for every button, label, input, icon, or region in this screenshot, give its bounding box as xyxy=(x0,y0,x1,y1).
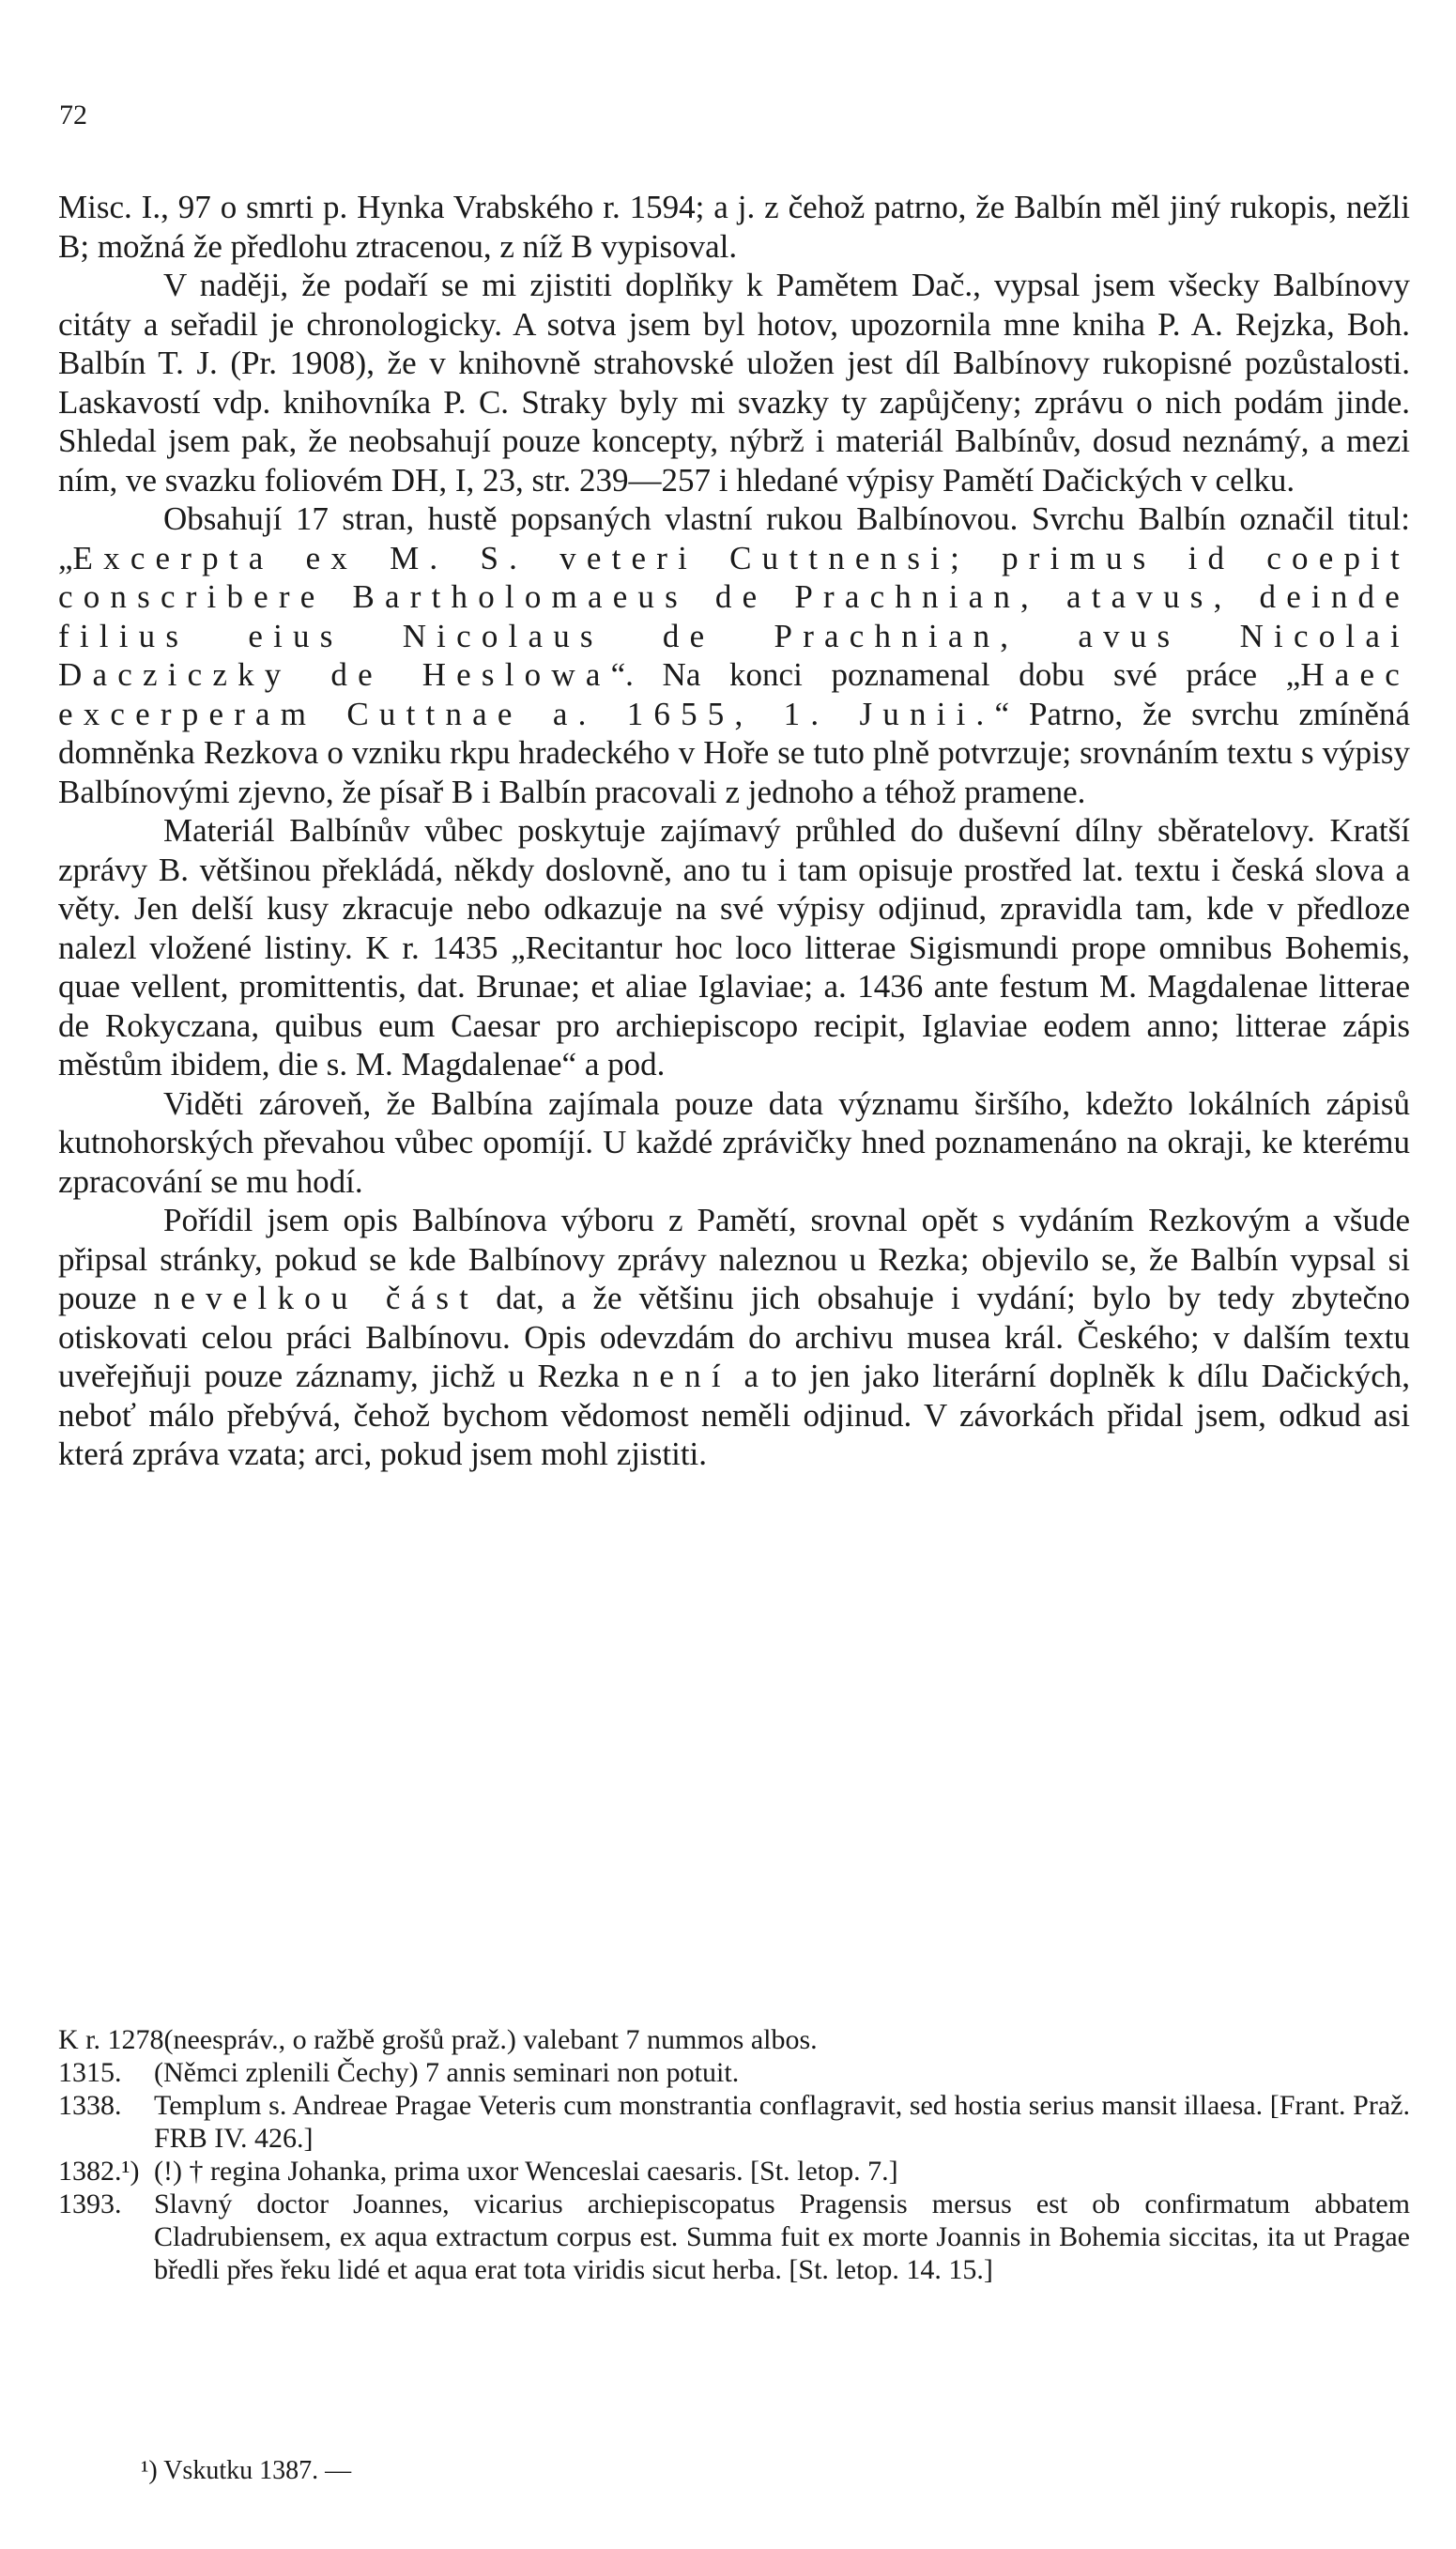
chronicle-entries xyxy=(58,2023,1410,2286)
paragraph-3 xyxy=(58,499,1410,811)
paragraph-6-text-after: a to jen jako literární doplněk k dílu Dačických, neboť málo přebývá, čehož bychom vědomost neměli odjinud. V závorkách přidal jsem, odkud asi která zpráva vzata; arci, pokud jsem mohl zjistiti. xyxy=(58,1358,1410,1472)
entry-year: 1382.¹) xyxy=(58,2156,140,2187)
spaced-latin-title: Excerpta ex M. S. veteri Cuttnensi; primus id coepit conscribere Bartholomaeus de Prachnian, atavus, deinde filius eius Nicolaus de Prachnian, avus Nicolai Dacziczky de Heslowa xyxy=(58,539,1410,693)
paragraph-3-text-before: Obsahují 17 stran, hustě popsaných vlastní rukou Balbínovou. Svrchu Balbín označil titul: „ xyxy=(58,500,1410,576)
entry-text: Templum s. Andreae Pragae Veteris cum monstrantia conflagravit, sed hostia serius mansit illaesa. [Frant. Praž. FRB IV. 426.] xyxy=(154,2090,1410,2154)
paragraph-1: Misc. I., 97 o smrti p. Hynka Vrabského r. 1594; a j. z čehož patrno, že Balbín měl jiný rukopis, nežli B; možná že předlohu ztracenou, z níž B vypisoval. xyxy=(58,189,1410,265)
entry-row xyxy=(58,2056,1410,2089)
paragraph-5: Viděti zároveň, že Balbína zajímala pouze data významu širšího, kdežto lokálních zápisů kutnohorských převahou vůbec opomíjí. U každé zprávičky hned poznamenáno na okraji, ke kterému zpracování se mu hodí. xyxy=(58,1084,1410,1200)
entry-row xyxy=(58,2155,1410,2188)
spaced-latin-date: Haec excerperam Cuttnae a. 1655, 1. Junii. xyxy=(58,656,1410,732)
page-number: 72 xyxy=(59,100,87,131)
paragraph-4: Materiál Balbínův vůbec poskytuje zajímavý průhled do duševní dílny sběratelovy. Kratší zprávy B. většinou překládá, někdy doslovně, ano tu i tam opisuje prostřed lat. textu i česká slova a věty. Jen delší kusy zkracuje nebo odkazuje na své výpisy odjinud, zpravidla tam, kde v předloze nalezl vložené listiny. K r. 1435 „Recitantur hoc loco litterae Sigismundi prope omnibus Bohemis, quae vellent, promittentis, dat. Brunae; et aliae Iglaviae; a. 1436 ante festum M. Magdalenae litterae de Rokyczana, quibus eum Caesar pro archiepiscopo recipit, Iglaviae eodem anno; litterae zápis městům ibidem, die s. M. Magdalenae“ a pod. xyxy=(58,812,1410,1083)
spaced-emphasis-2: není xyxy=(632,1358,731,1394)
entry-row xyxy=(58,2023,1410,2056)
entry-year: 1393. xyxy=(58,2188,122,2219)
paragraph-6 xyxy=(58,1201,1410,1474)
entry-text: (neespráv., o ražbě grošů praž.) valebant 7 nummos albos. xyxy=(163,2024,818,2055)
entry-row xyxy=(58,2089,1410,2155)
paragraph-2: V naději, že podaří se mi zjistiti doplňky k Pamětem Dač., vypsal jsem všecky Balbínovy citáty a seřadil je chronologicky. A sotva jsem byl hotov, upozornila mne kniha P. A. Rejzka, Boh. Balbín T. J. (Pr. 1908), že v knihovně strahovské uložen jest díl Balbínovy rukopisné pozůstalosti. Laskavostí vdp. knihovníka P. C. Straky byly mi svazky ty zapůjčeny; zprávu o nich podám jinde. Shledal jsem pak, že neobsahují pouze koncepty, nýbrž i materiál Balbínův, dosud neznámý, a mezi ním, ve svazku foliovém DH, I, 23, str. 239—257 i hledané výpisy Pamětí Dačických v celku. xyxy=(58,267,1410,499)
entry-text: Slavný doctor Joannes, vicarius archiepiscopatus Pragensis mersus est ob confirmatum abbatem Cladrubiensem, ex aqua extractum corpus est. Summa fuit ex morte Joannis in Bohemia siccitas, ita ut Pragae bředli přes řeku lidé et aqua erat tota viridis sicut herba. [St. letop. 14. 15.] xyxy=(154,2188,1410,2285)
entry-row xyxy=(58,2188,1410,2286)
entry-year: 1315. xyxy=(58,2057,122,2088)
paragraph-3-text-after: “ Patrno, že svrchu zmíněná domněnka Rezkova o vzniku rkpu hradeckého v Hoře se tuto plně potvrzuje; srovnáním textu s výpisy Balbínovými zjevno, že písař B i Balbín pracovali z jednoho a téhož pramene. xyxy=(58,695,1410,810)
paragraph-6-text-middle: dat, a že většinu jich obsahuje i vydání; bylo by tedy zbytečno otiskovati celou práci Balbínovu. Opis odevzdám do archivu musea král. Českého; v dalším textu uveřejňuji pouze záznamy, jichž u Rezka xyxy=(58,1280,1410,1394)
entry-text: (Němci zplenili Čechy) 7 annis seminari non potuit. xyxy=(154,2057,740,2088)
entry-text: (!) † regina Johanka, prima uxor Wenceslai caesaris. [St. letop. 7.] xyxy=(154,2156,898,2187)
paragraph-6-text-before: Pořídil jsem opis Balbínova výboru z Pamětí, srovnal opět s vydáním Rezkovým a všude připsal stránky, pokud se kde Balbínovy zprávy naleznou u Rezka; objevilo se, že Balbín vypsal si pouze xyxy=(58,1202,1410,1316)
footnote: ¹) Vskutku 1387. — xyxy=(141,2456,352,2485)
spaced-emphasis-1: nevelkou část xyxy=(153,1280,480,1316)
paragraph-3-text-middle: “. Na konci poznamenal dobu své práce „ xyxy=(610,656,1301,693)
main-text xyxy=(58,188,1410,1474)
entry-year: K r. 1278 xyxy=(58,2024,164,2055)
entry-year: 1338. xyxy=(58,2090,122,2121)
